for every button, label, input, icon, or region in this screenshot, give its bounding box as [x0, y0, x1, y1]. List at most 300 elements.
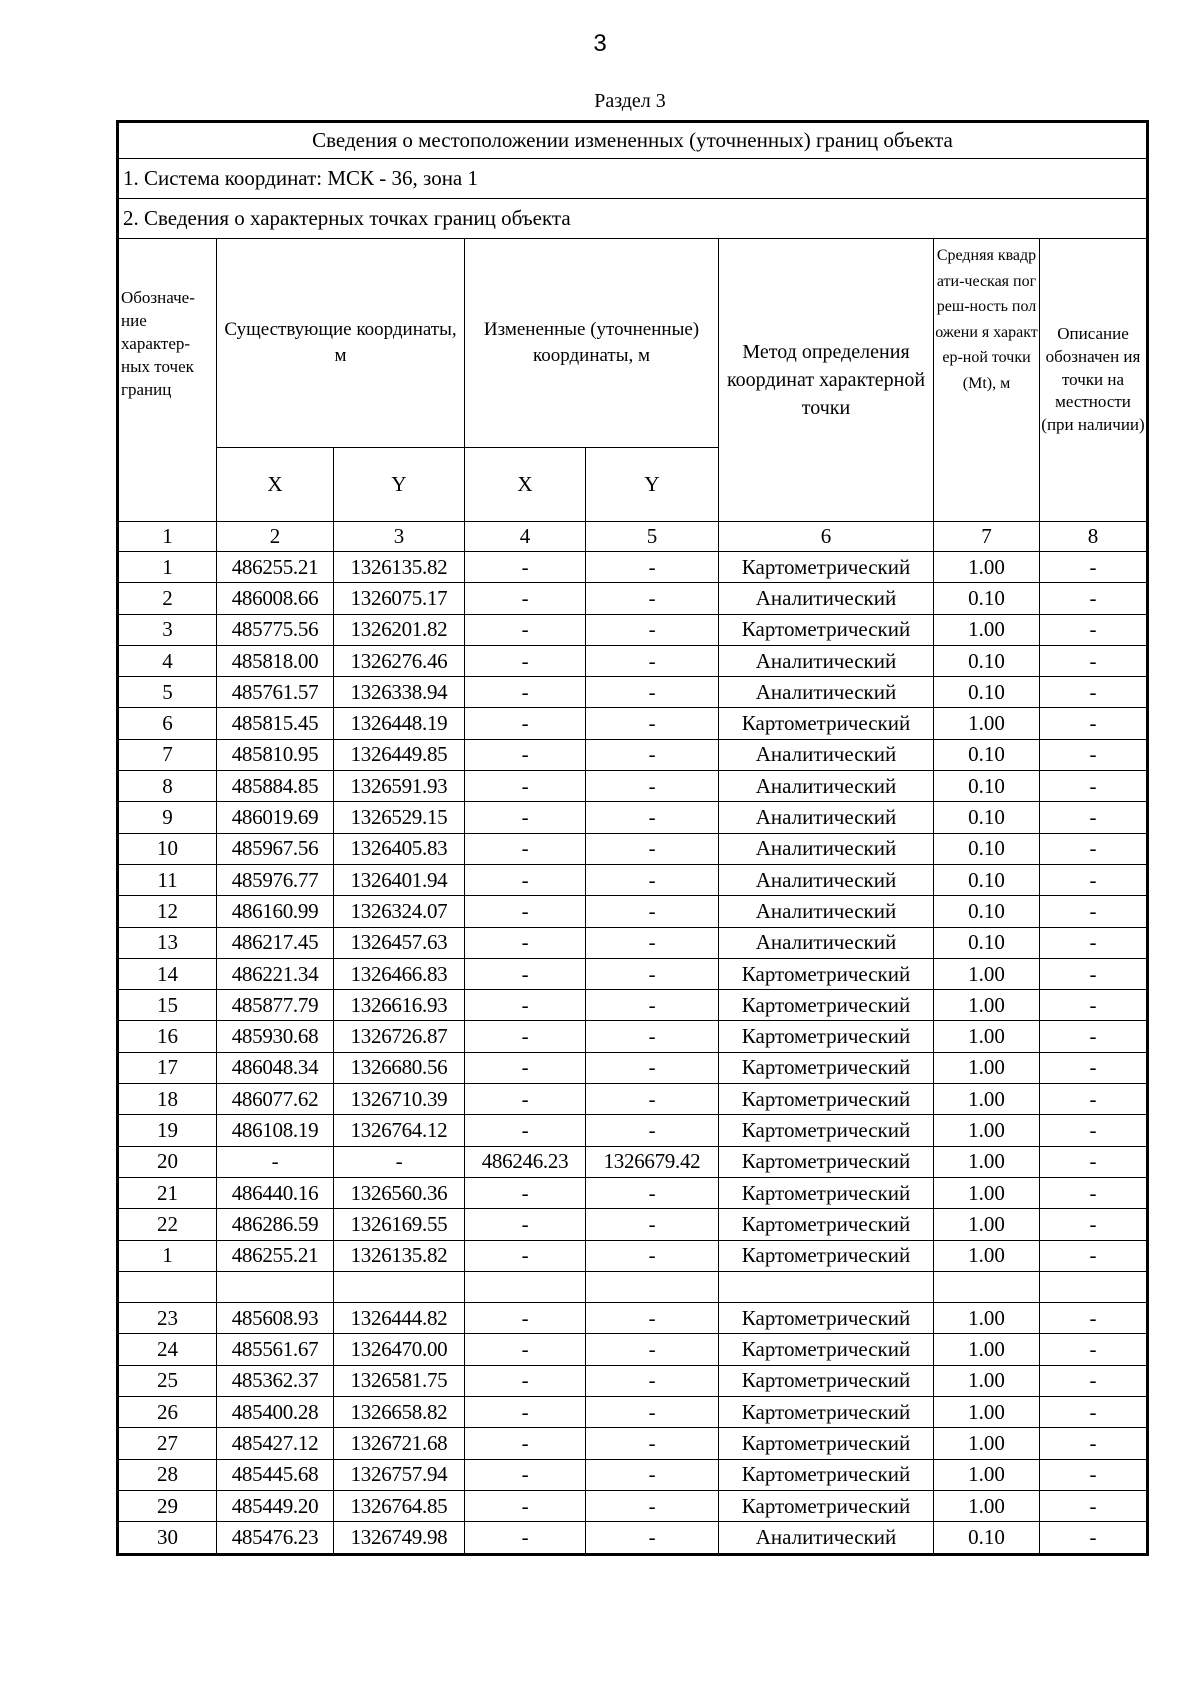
existing-y-cell: 1326764.12 [334, 1115, 465, 1146]
existing-x-cell: 485445.68 [217, 1459, 334, 1490]
changed-y-cell: - [586, 1490, 719, 1521]
existing-x-cell: 486160.99 [217, 896, 334, 927]
changed-x-cell: - [465, 1084, 586, 1115]
existing-x-cell: 485400.28 [217, 1397, 334, 1428]
header-changed-x: X [465, 448, 586, 522]
mt-cell: 1.00 [934, 1209, 1040, 1240]
existing-x-cell: 485449.20 [217, 1490, 334, 1521]
method-cell: Картометрический [719, 1209, 934, 1240]
point-id-cell: 6 [118, 708, 217, 739]
changed-x-cell: - [465, 1052, 586, 1083]
point-id-cell: 29 [118, 1490, 217, 1521]
existing-y-cell: 1326405.83 [334, 833, 465, 864]
point-id-cell: 17 [118, 1052, 217, 1083]
point-id-cell: 8 [118, 771, 217, 802]
table-row [118, 677, 1148, 708]
point-id-cell: 1 [118, 552, 217, 583]
description-cell: - [1040, 739, 1148, 770]
method-cell: Картометрический [719, 1490, 934, 1521]
changed-x-cell: - [465, 1240, 586, 1271]
description-cell: - [1040, 1021, 1148, 1052]
mt-cell: 1.00 [934, 1428, 1040, 1459]
existing-y-cell: 1326444.82 [334, 1303, 465, 1334]
column-number: 2 [217, 522, 334, 552]
existing-y-cell: 1326169.55 [334, 1209, 465, 1240]
description-cell: - [1040, 645, 1148, 676]
column-number: 5 [586, 522, 719, 552]
description-cell: - [1040, 1365, 1148, 1396]
existing-x-cell: 485362.37 [217, 1365, 334, 1396]
description-cell: - [1040, 1240, 1148, 1271]
method-cell: Картометрический [719, 1240, 934, 1271]
column-number: 7 [934, 522, 1040, 552]
point-id-cell: 10 [118, 833, 217, 864]
mt-cell: 1.00 [934, 990, 1040, 1021]
description-cell: - [1040, 1490, 1148, 1521]
method-cell: Картометрический [719, 1021, 934, 1052]
point-id-cell: 4 [118, 645, 217, 676]
changed-y-cell: - [586, 1084, 719, 1115]
existing-y-cell: 1326560.36 [334, 1177, 465, 1208]
changed-y-cell: - [586, 802, 719, 833]
method-cell: Аналитический [719, 896, 934, 927]
existing-y-cell: 1326448.19 [334, 708, 465, 739]
existing-y-cell: 1326529.15 [334, 802, 465, 833]
changed-x-cell: - [465, 1021, 586, 1052]
table-row [118, 1240, 1148, 1271]
page-number: 3 [593, 30, 607, 57]
mt-cell: 1.00 [934, 1115, 1040, 1146]
existing-y-cell: 1326135.82 [334, 552, 465, 583]
changed-x-cell: - [465, 958, 586, 989]
method-cell: Картометрический [719, 1428, 934, 1459]
changed-y-cell: - [586, 958, 719, 989]
changed-x-cell: - [465, 1397, 586, 1428]
column-number: 8 [1040, 522, 1148, 552]
point-id-cell: 1 [118, 1240, 217, 1271]
table-row [118, 1428, 1148, 1459]
coordinates-table [116, 120, 1149, 1556]
changed-y-cell: - [586, 677, 719, 708]
description-cell: - [1040, 802, 1148, 833]
existing-x-cell: 485976.77 [217, 864, 334, 895]
table-row [118, 708, 1148, 739]
method-cell: Картометрический [719, 1084, 934, 1115]
existing-y-cell: 1326658.82 [334, 1397, 465, 1428]
existing-y-cell: 1326757.94 [334, 1459, 465, 1490]
changed-x-cell: - [465, 833, 586, 864]
changed-y-cell: - [586, 1397, 719, 1428]
changed-y-cell: - [586, 990, 719, 1021]
description-cell: - [1040, 614, 1148, 645]
header-changed-y: Y [586, 448, 719, 522]
point-id-cell: 7 [118, 739, 217, 770]
changed-y-cell: - [586, 614, 719, 645]
existing-y-cell: 1326710.39 [334, 1084, 465, 1115]
changed-y-cell: - [586, 1365, 719, 1396]
changed-y-cell [586, 1271, 719, 1302]
changed-y-cell: - [586, 708, 719, 739]
point-id-cell: 9 [118, 802, 217, 833]
changed-y-cell: - [586, 1334, 719, 1365]
mt-cell: 1.00 [934, 1459, 1040, 1490]
header-existing-x: X [217, 448, 334, 522]
method-cell: Аналитический [719, 677, 934, 708]
description-cell: - [1040, 1146, 1148, 1177]
description-cell: - [1040, 864, 1148, 895]
table-row [118, 583, 1148, 614]
changed-x-cell: - [465, 1459, 586, 1490]
method-cell [719, 1271, 934, 1302]
mt-cell: 0.10 [934, 739, 1040, 770]
table-row [118, 1209, 1148, 1240]
mt-cell: 1.00 [934, 1240, 1040, 1271]
changed-x-cell: - [465, 990, 586, 1021]
existing-y-cell: 1326276.46 [334, 645, 465, 676]
column-number: 1 [118, 522, 217, 552]
existing-y-cell: 1326201.82 [334, 614, 465, 645]
mt-cell: 0.10 [934, 645, 1040, 676]
table-row [118, 1334, 1148, 1365]
existing-x-cell: 486255.21 [217, 552, 334, 583]
existing-y-cell: 1326401.94 [334, 864, 465, 895]
method-cell: Картометрический [719, 1397, 934, 1428]
existing-y-cell: 1326324.07 [334, 896, 465, 927]
method-cell: Аналитический [719, 771, 934, 802]
mt-cell: 0.10 [934, 833, 1040, 864]
method-cell: Картометрический [719, 1334, 934, 1365]
point-id-cell: 16 [118, 1021, 217, 1052]
point-id-cell: 23 [118, 1303, 217, 1334]
table-row [118, 1021, 1148, 1052]
changed-y-cell: - [586, 1177, 719, 1208]
existing-y-cell: 1326457.63 [334, 927, 465, 958]
table-row [118, 990, 1148, 1021]
table-row [118, 958, 1148, 989]
header-changed-coords: Измененные (уточненные) координаты, м [465, 239, 719, 448]
existing-x-cell: 486019.69 [217, 802, 334, 833]
description-cell: - [1040, 1084, 1148, 1115]
table-row [118, 927, 1148, 958]
description-cell: - [1040, 583, 1148, 614]
description-cell: - [1040, 1303, 1148, 1334]
method-cell: Картометрический [719, 1303, 934, 1334]
existing-y-cell: 1326581.75 [334, 1365, 465, 1396]
existing-y-cell: 1326721.68 [334, 1428, 465, 1459]
changed-x-cell: - [465, 896, 586, 927]
changed-x-cell: - [465, 1334, 586, 1365]
method-cell: Картометрический [719, 1459, 934, 1490]
existing-y-cell: 1326449.85 [334, 739, 465, 770]
changed-x-cell: - [465, 645, 586, 676]
table-row [118, 1115, 1148, 1146]
changed-y-cell: - [586, 927, 719, 958]
description-cell: - [1040, 990, 1148, 1021]
method-cell: Картометрический [719, 708, 934, 739]
existing-y-cell: 1326591.93 [334, 771, 465, 802]
changed-y-cell: 1326679.42 [586, 1146, 719, 1177]
existing-x-cell: 486048.34 [217, 1052, 334, 1083]
changed-y-cell: - [586, 896, 719, 927]
changed-x-cell: - [465, 1365, 586, 1396]
mt-cell: 1.00 [934, 1052, 1040, 1083]
changed-y-cell: - [586, 1115, 719, 1146]
table-row [118, 1303, 1148, 1334]
description-cell: - [1040, 1115, 1148, 1146]
existing-x-cell: 485818.00 [217, 645, 334, 676]
mt-cell: 1.00 [934, 1177, 1040, 1208]
mt-cell: 1.00 [934, 1334, 1040, 1365]
changed-y-cell: - [586, 552, 719, 583]
description-cell: - [1040, 833, 1148, 864]
changed-y-cell: - [586, 1240, 719, 1271]
table-row [118, 1052, 1148, 1083]
method-cell: Картометрический [719, 958, 934, 989]
changed-y-cell: - [586, 1522, 719, 1554]
existing-x-cell: 485775.56 [217, 614, 334, 645]
column-number: 6 [719, 522, 934, 552]
method-cell: Аналитический [719, 864, 934, 895]
existing-x-cell: 485427.12 [217, 1428, 334, 1459]
existing-x-cell: 485815.45 [217, 708, 334, 739]
description-cell: - [1040, 1334, 1148, 1365]
point-id-cell: 2 [118, 583, 217, 614]
table-row [118, 864, 1148, 895]
mt-cell: 1.00 [934, 1303, 1040, 1334]
point-id-cell: 14 [118, 958, 217, 989]
existing-x-cell: 485561.67 [217, 1334, 334, 1365]
changed-y-cell: - [586, 1209, 719, 1240]
changed-x-cell: - [465, 739, 586, 770]
existing-y-cell: 1326470.00 [334, 1334, 465, 1365]
description-cell: - [1040, 1209, 1148, 1240]
mt-cell: 1.00 [934, 1365, 1040, 1396]
existing-x-cell: 486008.66 [217, 583, 334, 614]
method-cell: Картометрический [719, 1177, 934, 1208]
changed-y-cell: - [586, 1021, 719, 1052]
changed-y-cell: - [586, 1428, 719, 1459]
header-description: Описание обозначен ия точки на местности (при наличии) [1040, 239, 1148, 522]
table-row [118, 1365, 1148, 1396]
table-row [118, 645, 1148, 676]
method-cell: Аналитический [719, 645, 934, 676]
method-cell: Аналитический [719, 739, 934, 770]
existing-y-cell: 1326726.87 [334, 1021, 465, 1052]
existing-x-cell: 486077.62 [217, 1084, 334, 1115]
changed-x-cell: - [465, 1428, 586, 1459]
point-id-cell [118, 1271, 217, 1302]
existing-y-cell: - [334, 1146, 465, 1177]
method-cell: Аналитический [719, 802, 934, 833]
point-id-cell: 13 [118, 927, 217, 958]
header-existing-coords: Существующие координаты, м [217, 239, 465, 448]
changed-x-cell: - [465, 614, 586, 645]
existing-x-cell [217, 1271, 334, 1302]
changed-y-cell: - [586, 833, 719, 864]
changed-x-cell: - [465, 583, 586, 614]
description-cell: - [1040, 677, 1148, 708]
mt-cell [934, 1271, 1040, 1302]
table-title: Сведения о местоположении измененных (уточненных) границ объекта [118, 122, 1148, 159]
changed-x-cell [465, 1271, 586, 1302]
mt-cell: 0.10 [934, 583, 1040, 614]
point-id-cell: 26 [118, 1397, 217, 1428]
table-row [118, 771, 1148, 802]
mt-cell: 0.10 [934, 896, 1040, 927]
mt-cell: 0.10 [934, 802, 1040, 833]
existing-y-cell: 1326616.93 [334, 990, 465, 1021]
mt-cell: 0.10 [934, 771, 1040, 802]
method-cell: Картометрический [719, 614, 934, 645]
existing-y-cell: 1326075.17 [334, 583, 465, 614]
column-number: 4 [465, 522, 586, 552]
existing-y-cell: 1326135.82 [334, 1240, 465, 1271]
mt-cell: 1.00 [934, 1146, 1040, 1177]
point-id-cell: 25 [118, 1365, 217, 1396]
header-existing-y: Y [334, 448, 465, 522]
table-row [118, 1397, 1148, 1428]
description-cell: - [1040, 958, 1148, 989]
changed-x-cell: - [465, 802, 586, 833]
changed-x-cell: - [465, 1522, 586, 1554]
changed-x-cell: - [465, 552, 586, 583]
changed-y-cell: - [586, 739, 719, 770]
method-cell: Картометрический [719, 552, 934, 583]
existing-x-cell: 486255.21 [217, 1240, 334, 1271]
changed-y-cell: - [586, 1459, 719, 1490]
description-cell: - [1040, 1522, 1148, 1554]
header-point-designation: Обозначе-ние характер-ных точек границ [118, 239, 217, 522]
point-id-cell: 18 [118, 1084, 217, 1115]
method-cell: Картометрический [719, 1365, 934, 1396]
point-id-cell: 15 [118, 990, 217, 1021]
existing-x-cell: 486286.59 [217, 1209, 334, 1240]
table-row [118, 1177, 1148, 1208]
existing-x-cell: 485930.68 [217, 1021, 334, 1052]
existing-x-cell: 485608.93 [217, 1303, 334, 1334]
table-row [118, 833, 1148, 864]
mt-cell: 1.00 [934, 958, 1040, 989]
mt-cell: 0.10 [934, 927, 1040, 958]
table-row [118, 1084, 1148, 1115]
table-row [118, 896, 1148, 927]
mt-cell: 1.00 [934, 708, 1040, 739]
point-id-cell: 24 [118, 1334, 217, 1365]
existing-y-cell: 1326680.56 [334, 1052, 465, 1083]
method-cell: Картометрический [719, 1052, 934, 1083]
table-row [118, 614, 1148, 645]
table-row [118, 1490, 1148, 1521]
mt-cell: 1.00 [934, 1397, 1040, 1428]
mt-cell: 0.10 [934, 864, 1040, 895]
existing-x-cell: 485877.79 [217, 990, 334, 1021]
description-cell: - [1040, 927, 1148, 958]
existing-y-cell: 1326764.85 [334, 1490, 465, 1521]
changed-x-cell: - [465, 1115, 586, 1146]
changed-x-cell: - [465, 927, 586, 958]
description-cell: - [1040, 1397, 1148, 1428]
changed-x-cell: - [465, 1490, 586, 1521]
column-number: 3 [334, 522, 465, 552]
table-row [118, 739, 1148, 770]
mt-cell: 1.00 [934, 552, 1040, 583]
changed-y-cell: - [586, 771, 719, 802]
mt-cell: 1.00 [934, 1021, 1040, 1052]
existing-x-cell: 486221.34 [217, 958, 334, 989]
points-heading: 2. Сведения о характерных точках границ объекта [118, 199, 1148, 239]
description-cell: - [1040, 1428, 1148, 1459]
description-cell: - [1040, 552, 1148, 583]
changed-x-cell: - [465, 1177, 586, 1208]
changed-x-cell: - [465, 1209, 586, 1240]
method-cell: Картометрический [719, 1115, 934, 1146]
point-id-cell: 12 [118, 896, 217, 927]
method-cell: Аналитический [719, 833, 934, 864]
existing-y-cell: 1326749.98 [334, 1522, 465, 1554]
description-cell [1040, 1271, 1148, 1302]
point-id-cell: 27 [118, 1428, 217, 1459]
changed-y-cell: - [586, 1052, 719, 1083]
point-id-cell: 28 [118, 1459, 217, 1490]
existing-x-cell: 485884.85 [217, 771, 334, 802]
changed-x-cell: - [465, 677, 586, 708]
coordinate-system: 1. Система координат: МСК - 36, зона 1 [118, 159, 1148, 199]
table-row [118, 1271, 1148, 1302]
table-row [118, 1459, 1148, 1490]
description-cell: - [1040, 1459, 1148, 1490]
existing-x-cell: 485810.95 [217, 739, 334, 770]
existing-x-cell: 485967.56 [217, 833, 334, 864]
mt-cell: 0.10 [934, 677, 1040, 708]
header-mt: Средняя квадрати-ческая погреш-ность положени я характер-ной точки (Mt), м [934, 239, 1040, 522]
changed-x-cell: - [465, 864, 586, 895]
description-cell: - [1040, 708, 1148, 739]
point-id-cell: 21 [118, 1177, 217, 1208]
table-row [118, 802, 1148, 833]
description-cell: - [1040, 1052, 1148, 1083]
existing-x-cell: 485761.57 [217, 677, 334, 708]
existing-x-cell: 486440.16 [217, 1177, 334, 1208]
changed-x-cell: - [465, 771, 586, 802]
description-cell: - [1040, 771, 1148, 802]
mt-cell: 0.10 [934, 1522, 1040, 1554]
changed-y-cell: - [586, 645, 719, 676]
description-cell: - [1040, 1177, 1148, 1208]
existing-x-cell: 485476.23 [217, 1522, 334, 1554]
table-row [118, 552, 1148, 583]
existing-x-cell: 486108.19 [217, 1115, 334, 1146]
changed-y-cell: - [586, 583, 719, 614]
mt-cell: 1.00 [934, 1084, 1040, 1115]
table-row [118, 1146, 1148, 1177]
method-cell: Аналитический [719, 927, 934, 958]
changed-x-cell: - [465, 708, 586, 739]
header-method: Метод определения координат характерной точки [719, 239, 934, 522]
existing-y-cell: 1326338.94 [334, 677, 465, 708]
method-cell: Картометрический [719, 1146, 934, 1177]
method-cell: Аналитический [719, 1522, 934, 1554]
mt-cell: 1.00 [934, 614, 1040, 645]
existing-x-cell: - [217, 1146, 334, 1177]
point-id-cell: 3 [118, 614, 217, 645]
changed-y-cell: - [586, 864, 719, 895]
point-id-cell: 19 [118, 1115, 217, 1146]
method-cell: Аналитический [719, 583, 934, 614]
changed-x-cell: 486246.23 [465, 1146, 586, 1177]
changed-y-cell: - [586, 1303, 719, 1334]
point-id-cell: 30 [118, 1522, 217, 1554]
existing-y-cell: 1326466.83 [334, 958, 465, 989]
